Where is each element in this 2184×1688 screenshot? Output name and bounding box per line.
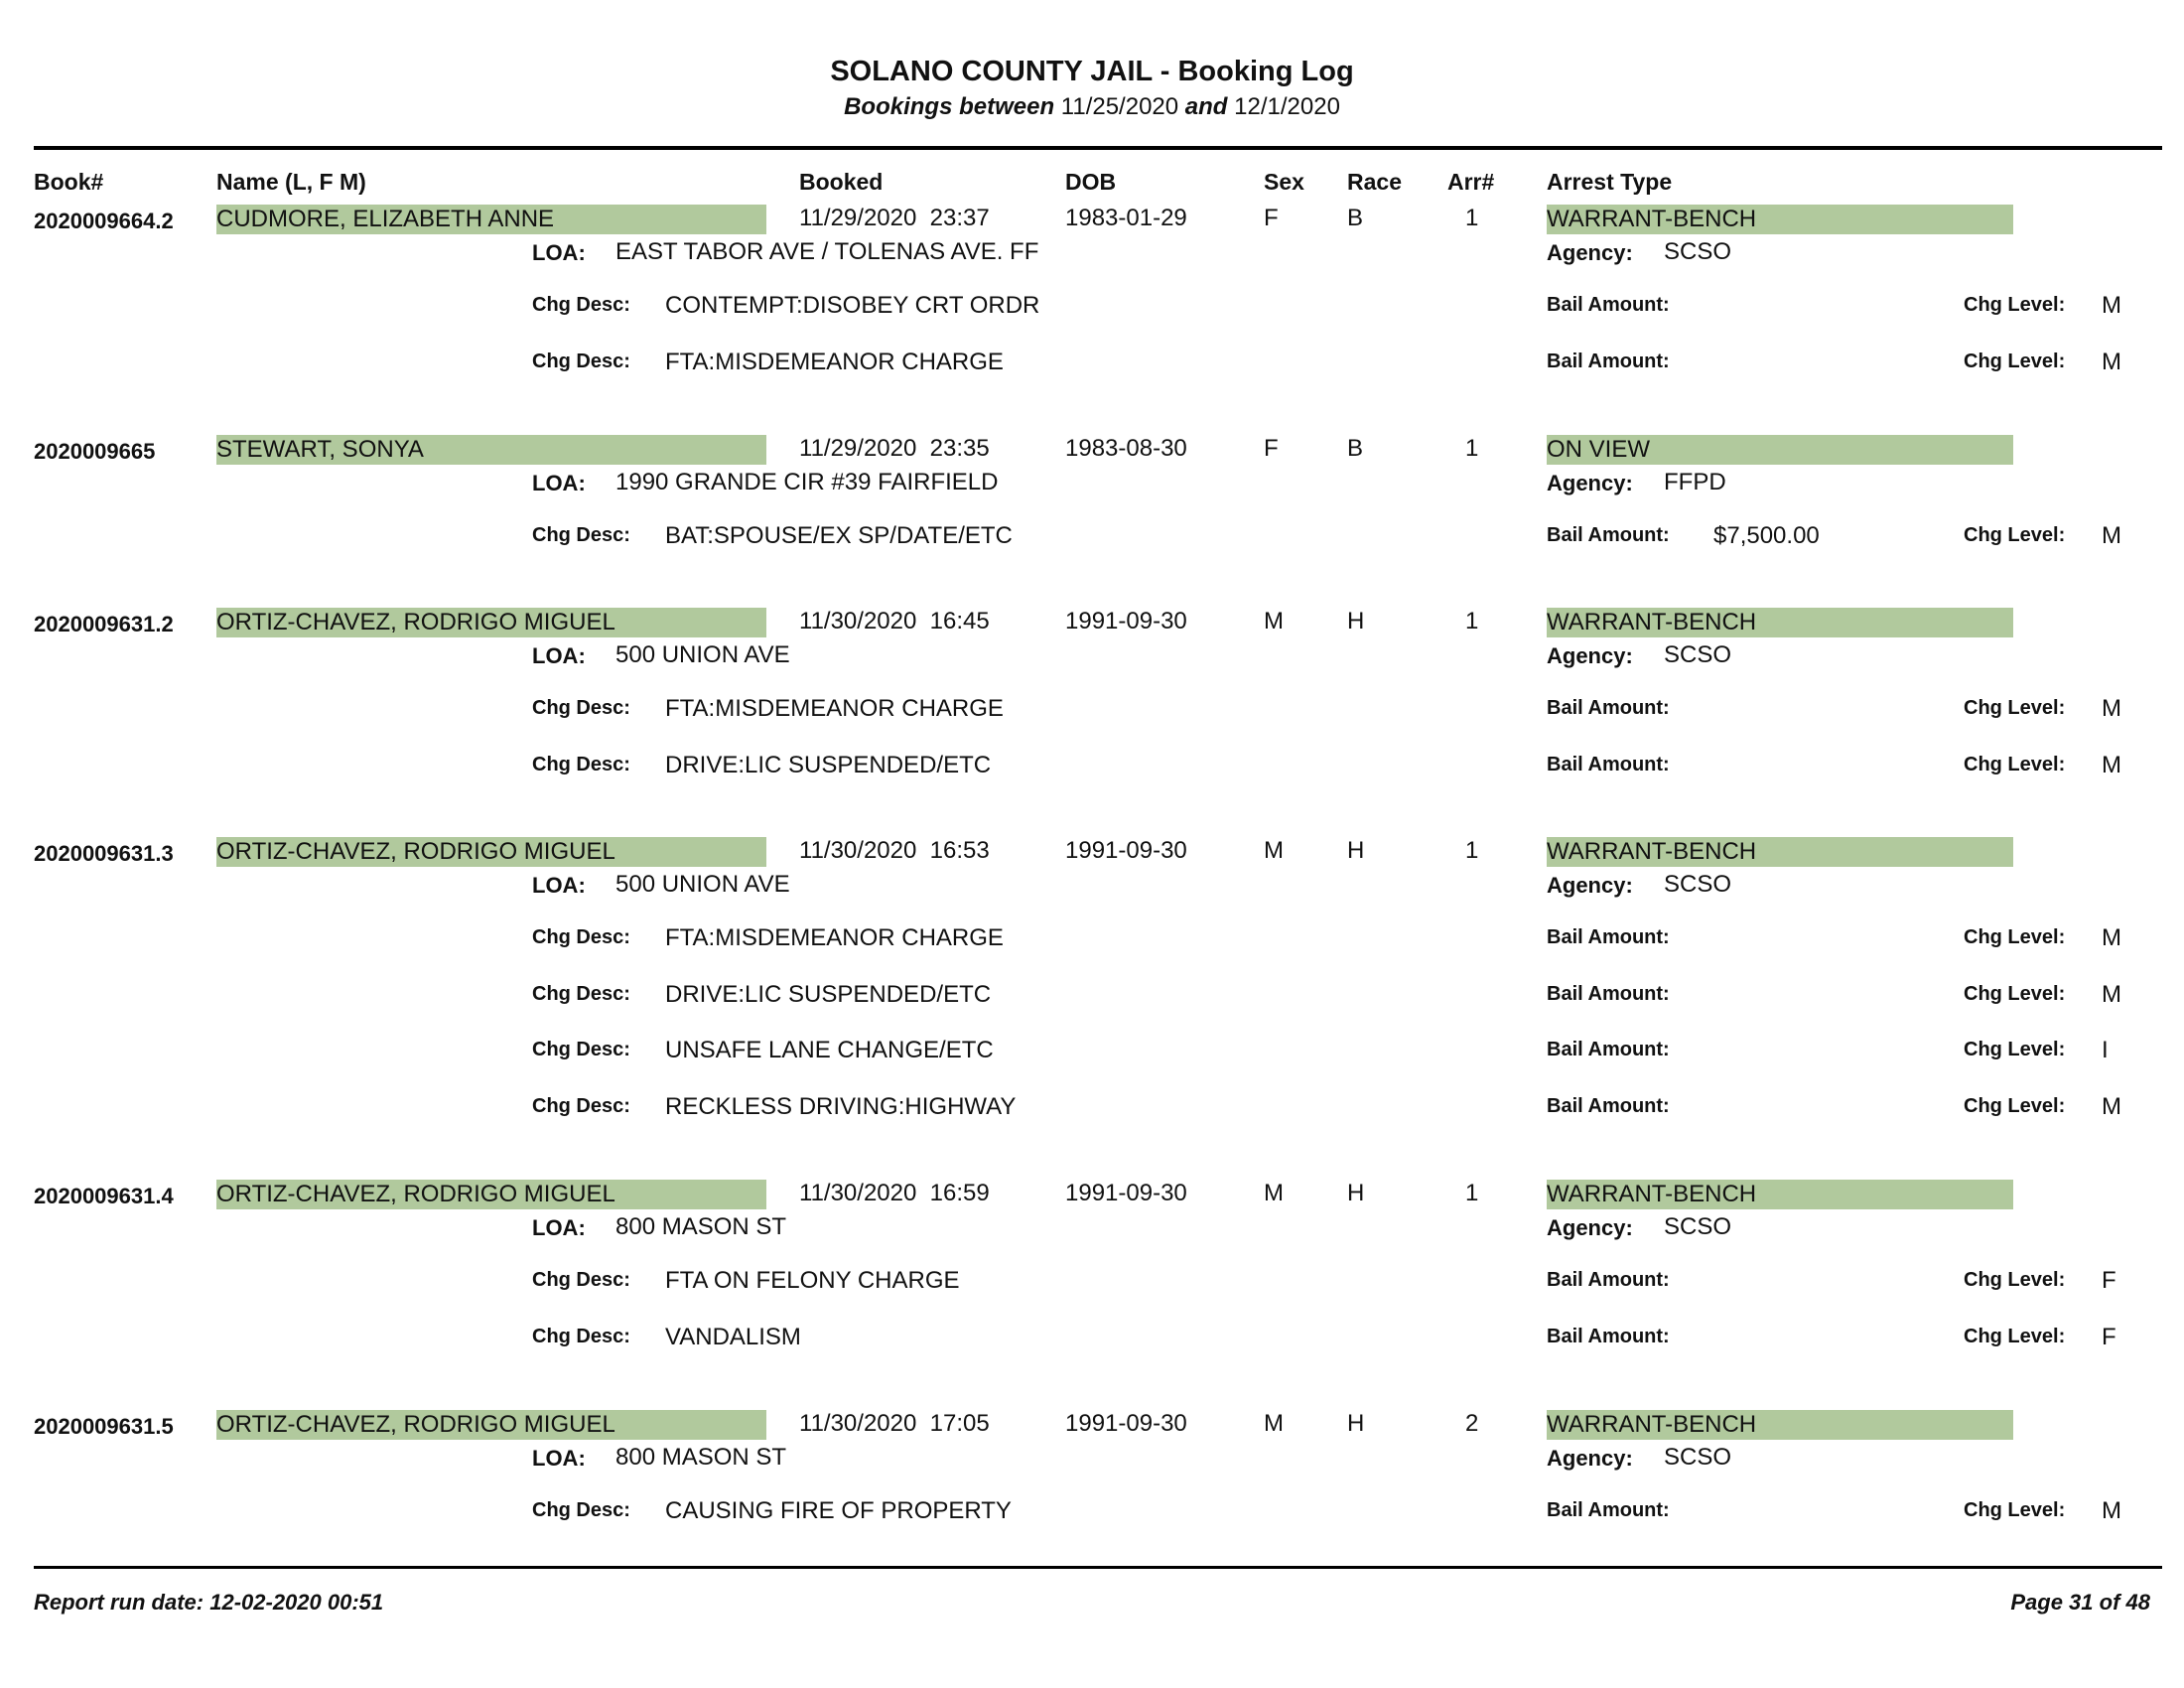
agency-value: FFPD — [1664, 469, 1726, 495]
inmate-name: STEWART, SONYA — [216, 435, 766, 465]
inmate-name: CUDMORE, ELIZABETH ANNE — [216, 205, 766, 234]
booked-datetime: 11/30/2020 16:59 — [799, 1180, 990, 1206]
booked-datetime: 11/30/2020 16:45 — [799, 608, 990, 634]
loa-label: LOA: — [532, 1215, 586, 1240]
dob: 1991-09-30 — [1065, 1180, 1187, 1206]
booked-datetime: 11/29/2020 23:37 — [799, 205, 990, 231]
chg-level-value: M — [2102, 349, 2121, 375]
chg-desc-value: RECKLESS DRIVING:HIGHWAY — [665, 1093, 1017, 1120]
dob: 1983-01-29 — [1065, 205, 1187, 231]
chg-level-label: Chg Level: — [1964, 1095, 2066, 1117]
date-from: 11/25/2020 — [1060, 93, 1179, 120]
sex: F — [1264, 435, 1279, 462]
chg-desc-label: Chg Desc: — [532, 1326, 630, 1347]
chg-level-label: Chg Level: — [1964, 697, 2066, 719]
chg-desc-value: FTA:MISDEMEANOR CHARGE — [665, 924, 1004, 951]
sex: M — [1264, 608, 1284, 634]
sex: F — [1264, 205, 1279, 231]
agency-value: SCSO — [1664, 641, 1732, 668]
footer-rule — [34, 1566, 2162, 1569]
loa-label: LOA: — [532, 643, 586, 668]
col-booked: Booked — [799, 169, 884, 195]
agency-value: SCSO — [1664, 1444, 1732, 1471]
agency-value: SCSO — [1664, 238, 1732, 265]
report-run-date: Report run date: 12-02-2020 00:51 — [34, 1590, 384, 1615]
header-rule — [34, 146, 2162, 150]
race: H — [1347, 837, 1365, 864]
col-arr: Arr# — [1447, 169, 1495, 195]
inmate-name: ORTIZ-CHAVEZ, RODRIGO MIGUEL — [216, 1180, 766, 1209]
chg-level-label: Chg Level: — [1964, 1269, 2066, 1291]
report-title: SOLANO COUNTY JAIL - Booking Log — [830, 56, 1354, 87]
bail-amount-label: Bail Amount: — [1547, 1269, 1670, 1291]
loa-label: LOA: — [532, 1446, 586, 1471]
col-arrest-type: Arrest Type — [1547, 169, 1673, 195]
book-number: 2020009631.5 — [34, 1414, 174, 1439]
agency-label: Agency: — [1547, 873, 1633, 898]
subtitle-prefix: Bookings between — [844, 93, 1055, 120]
arrest-number: 2 — [1465, 1410, 1479, 1437]
col-dob: DOB — [1065, 169, 1117, 195]
bail-amount-label: Bail Amount: — [1547, 754, 1670, 775]
agency-value: SCSO — [1664, 871, 1732, 898]
chg-level-label: Chg Level: — [1964, 1499, 2066, 1521]
bail-amount-label: Bail Amount: — [1547, 1326, 1670, 1347]
loa-value: 800 MASON ST — [615, 1213, 787, 1240]
bail-amount-label: Bail Amount: — [1547, 983, 1670, 1005]
col-book: Book# — [34, 169, 104, 195]
bail-amount-label: Bail Amount: — [1547, 1095, 1670, 1117]
bail-amount-label: Bail Amount: — [1547, 294, 1670, 316]
agency-value: SCSO — [1664, 1213, 1732, 1240]
book-number: 2020009631.4 — [34, 1184, 174, 1208]
sex: M — [1264, 1180, 1284, 1206]
book-number: 2020009665 — [34, 439, 156, 464]
book-number: 2020009631.2 — [34, 612, 174, 636]
chg-level-label: Chg Level: — [1964, 1039, 2066, 1060]
arrest-number: 1 — [1465, 837, 1479, 864]
page-number: Page 31 of 48 — [2010, 1590, 2150, 1615]
chg-desc-label: Chg Desc: — [532, 697, 630, 719]
agency-label: Agency: — [1547, 643, 1633, 668]
loa-value: 500 UNION AVE — [615, 641, 790, 668]
race: B — [1347, 205, 1364, 231]
chg-desc-value: DRIVE:LIC SUSPENDED/ETC — [665, 752, 992, 778]
date-to: 12/1/2020 — [1234, 93, 1340, 120]
chg-desc-label: Chg Desc: — [532, 1499, 630, 1521]
chg-desc-label: Chg Desc: — [532, 754, 630, 775]
booked-datetime: 11/29/2020 23:35 — [799, 435, 990, 462]
chg-level-value: M — [2102, 522, 2121, 549]
bail-amount-label: Bail Amount: — [1547, 1039, 1670, 1060]
chg-level-value: M — [2102, 695, 2121, 722]
dob: 1991-09-30 — [1065, 608, 1187, 634]
chg-level-value: M — [2102, 981, 2121, 1008]
booked-datetime: 11/30/2020 16:53 — [799, 837, 990, 864]
chg-level-value: M — [2102, 1093, 2121, 1120]
dob: 1983-08-30 — [1065, 435, 1187, 462]
race: B — [1347, 435, 1364, 462]
booked-datetime: 11/30/2020 17:05 — [799, 1410, 990, 1437]
chg-level-label: Chg Level: — [1964, 294, 2066, 316]
race: H — [1347, 1410, 1365, 1437]
dob: 1991-09-30 — [1065, 1410, 1187, 1437]
bail-amount-label: Bail Amount: — [1547, 926, 1670, 948]
chg-desc-value: UNSAFE LANE CHANGE/ETC — [665, 1037, 994, 1063]
chg-desc-label: Chg Desc: — [532, 524, 630, 546]
sex: M — [1264, 837, 1284, 864]
bail-amount-value: $7,500.00 — [1713, 522, 1820, 549]
sex: M — [1264, 1410, 1284, 1437]
chg-desc-value: CAUSING FIRE OF PROPERTY — [665, 1497, 1012, 1524]
agency-label: Agency: — [1547, 240, 1633, 265]
chg-desc-label: Chg Desc: — [532, 926, 630, 948]
bail-amount-label: Bail Amount: — [1547, 351, 1670, 372]
inmate-name: ORTIZ-CHAVEZ, RODRIGO MIGUEL — [216, 837, 766, 867]
arrest-type: ON VIEW — [1547, 435, 2013, 465]
book-number: 2020009631.3 — [34, 841, 174, 866]
arrest-type: WARRANT-BENCH — [1547, 205, 2013, 234]
chg-desc-label: Chg Desc: — [532, 294, 630, 316]
subtitle-and: and — [1184, 93, 1228, 120]
chg-level-value: F — [2102, 1267, 2116, 1294]
chg-desc-value: DRIVE:LIC SUSPENDED/ETC — [665, 981, 992, 1008]
chg-desc-label: Chg Desc: — [532, 983, 630, 1005]
agency-label: Agency: — [1547, 1446, 1633, 1471]
bail-amount-label: Bail Amount: — [1547, 524, 1670, 546]
arrest-number: 1 — [1465, 205, 1479, 231]
race: H — [1347, 1180, 1365, 1206]
col-race: Race — [1347, 169, 1402, 195]
bail-amount-label: Bail Amount: — [1547, 1499, 1670, 1521]
chg-level-label: Chg Level: — [1964, 524, 2066, 546]
book-number: 2020009664.2 — [34, 209, 174, 233]
report-subtitle — [0, 93, 2184, 121]
arrest-number: 1 — [1465, 435, 1479, 462]
chg-level-label: Chg Level: — [1964, 754, 2066, 775]
chg-level-value: M — [2102, 924, 2121, 951]
col-sex: Sex — [1264, 169, 1304, 195]
chg-level-label: Chg Level: — [1964, 983, 2066, 1005]
loa-value: EAST TABOR AVE / TOLENAS AVE. FF — [615, 238, 1039, 265]
chg-level-value: F — [2102, 1324, 2116, 1350]
chg-desc-label: Chg Desc: — [532, 1039, 630, 1060]
bail-amount-label: Bail Amount: — [1547, 697, 1670, 719]
chg-level-value: M — [2102, 292, 2121, 319]
loa-value: 500 UNION AVE — [615, 871, 790, 898]
chg-desc-value: FTA:MISDEMEANOR CHARGE — [665, 349, 1004, 375]
chg-desc-value: VANDALISM — [665, 1324, 801, 1350]
chg-desc-value: FTA:MISDEMEANOR CHARGE — [665, 695, 1004, 722]
chg-desc-value: FTA ON FELONY CHARGE — [665, 1267, 960, 1294]
chg-desc-label: Chg Desc: — [532, 1095, 630, 1117]
arrest-type: WARRANT-BENCH — [1547, 608, 2013, 637]
arrest-type: WARRANT-BENCH — [1547, 837, 2013, 867]
arrest-number: 1 — [1465, 1180, 1479, 1206]
loa-label: LOA: — [532, 873, 586, 898]
race: H — [1347, 608, 1365, 634]
inmate-name: ORTIZ-CHAVEZ, RODRIGO MIGUEL — [216, 1410, 766, 1440]
loa-label: LOA: — [532, 240, 586, 265]
inmate-name: ORTIZ-CHAVEZ, RODRIGO MIGUEL — [216, 608, 766, 637]
chg-desc-value: BAT:SPOUSE/EX SP/DATE/ETC — [665, 522, 1013, 549]
loa-value: 800 MASON ST — [615, 1444, 787, 1471]
chg-level-value: I — [2102, 1037, 2109, 1063]
chg-level-label: Chg Level: — [1964, 1326, 2066, 1347]
loa-label: LOA: — [532, 471, 586, 495]
chg-desc-value: CONTEMPT:DISOBEY CRT ORDR — [665, 292, 1040, 319]
arrest-type: WARRANT-BENCH — [1547, 1180, 2013, 1209]
dob: 1991-09-30 — [1065, 837, 1187, 864]
chg-desc-label: Chg Desc: — [532, 351, 630, 372]
agency-label: Agency: — [1547, 1215, 1633, 1240]
agency-label: Agency: — [1547, 471, 1633, 495]
arrest-type: WARRANT-BENCH — [1547, 1410, 2013, 1440]
chg-desc-label: Chg Desc: — [532, 1269, 630, 1291]
chg-level-value: M — [2102, 1497, 2121, 1524]
loa-value: 1990 GRANDE CIR #39 FAIRFIELD — [615, 469, 999, 495]
col-name: Name (L, F M) — [216, 169, 366, 195]
chg-level-value: M — [2102, 752, 2121, 778]
arrest-number: 1 — [1465, 608, 1479, 634]
chg-level-label: Chg Level: — [1964, 351, 2066, 372]
chg-level-label: Chg Level: — [1964, 926, 2066, 948]
